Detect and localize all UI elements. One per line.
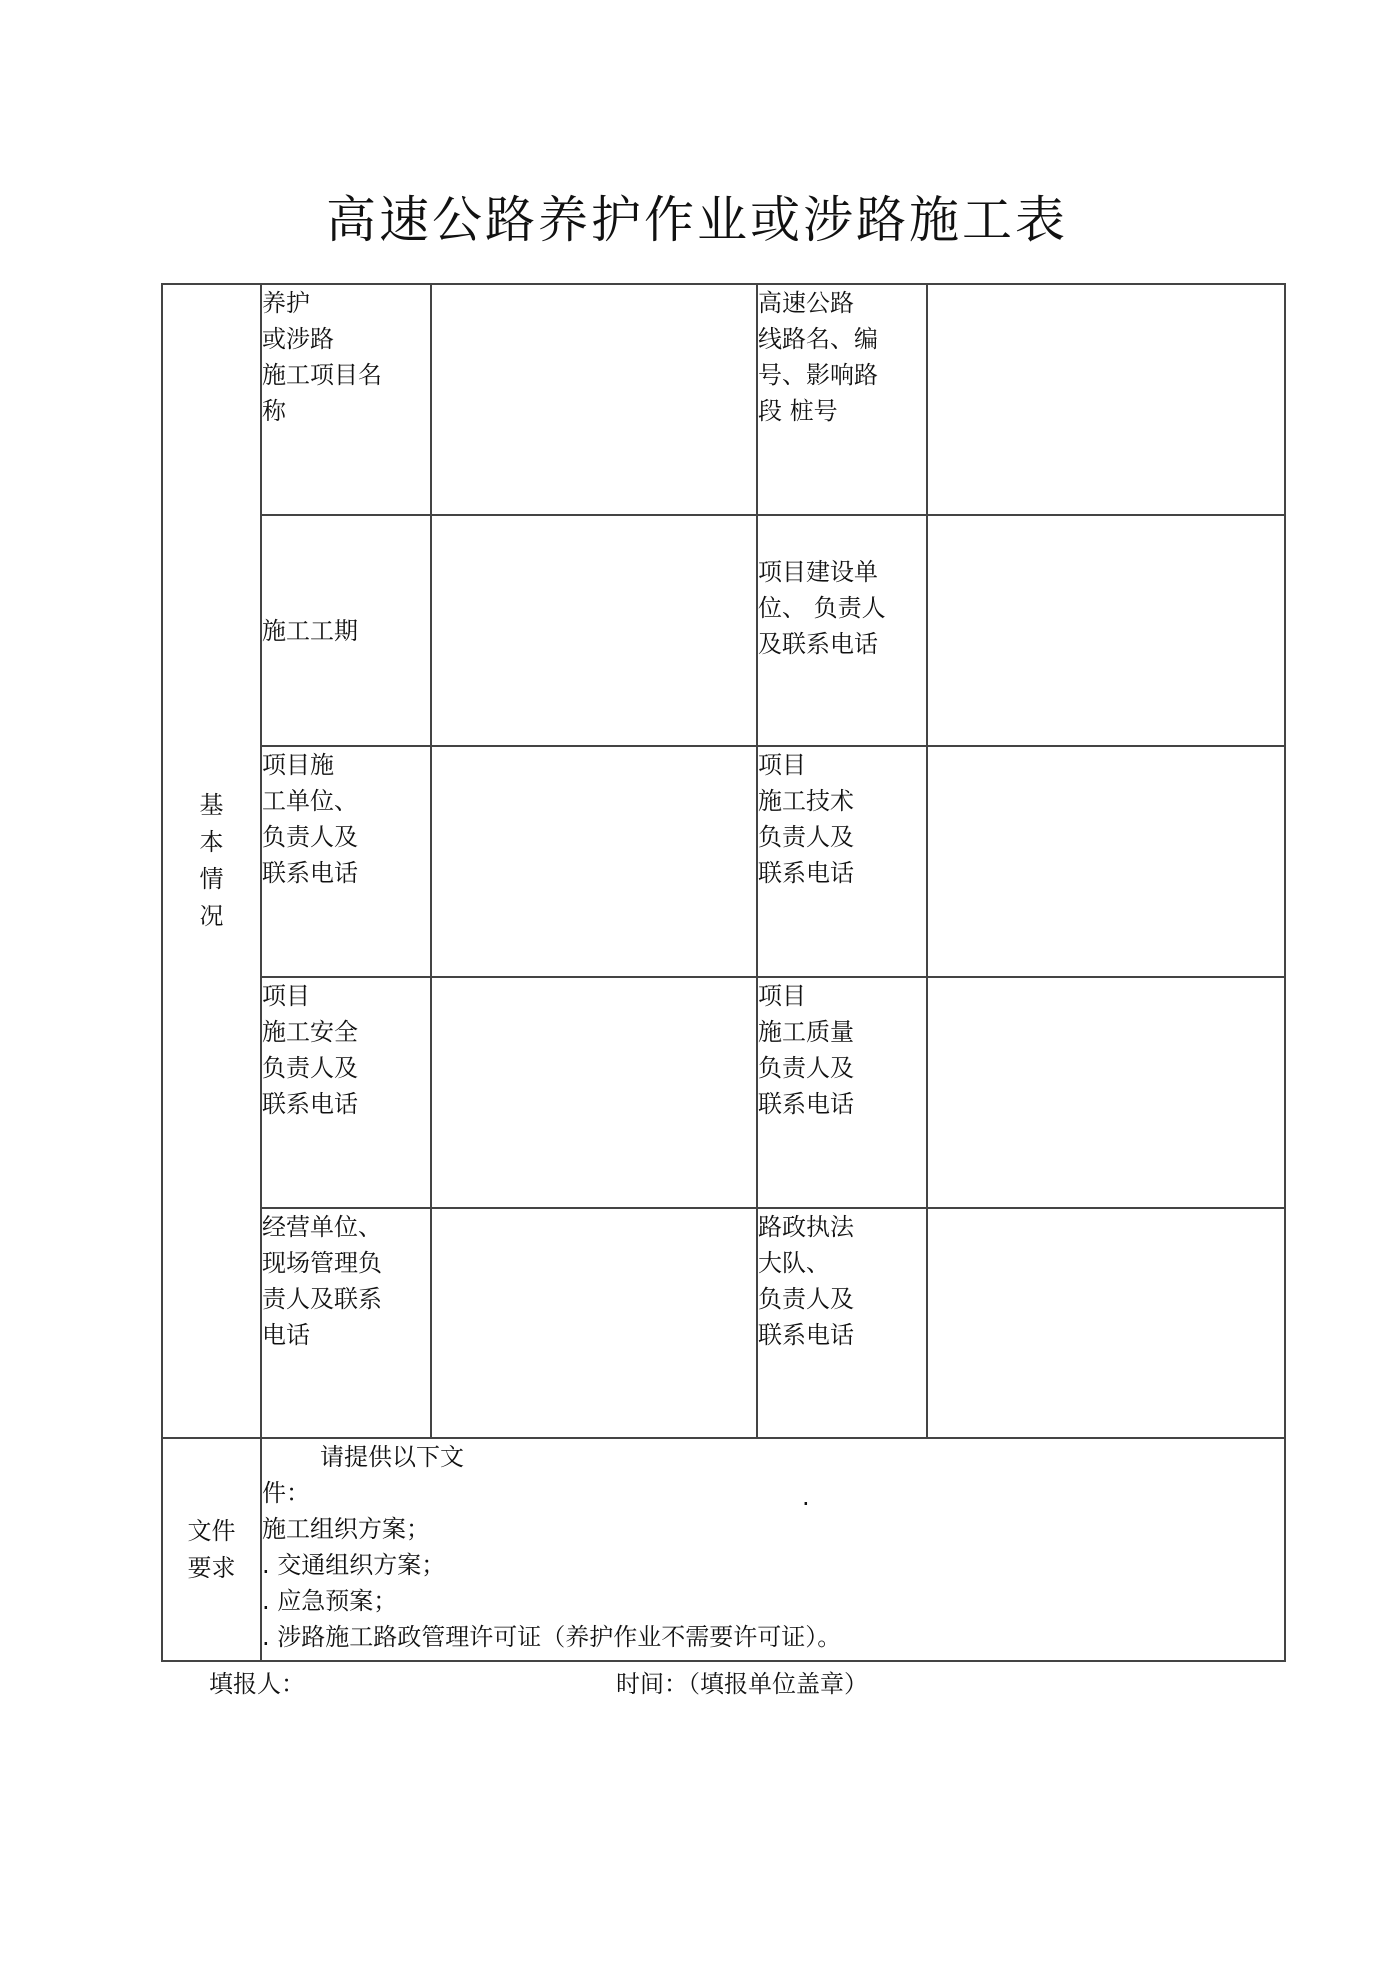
table-row — [162, 1438, 1285, 1661]
field-tech-lead[interactable] — [927, 746, 1285, 977]
label-construction-period: 施工工期 — [261, 515, 431, 746]
label-quality-lead: 项目 施工质量 负责人及 联系电话 — [757, 977, 927, 1208]
docs-dot: . — [802, 1483, 810, 1511]
table-row — [162, 1208, 1285, 1438]
field-operator-manager[interactable] — [431, 1208, 757, 1438]
table-row — [162, 284, 1285, 515]
docs-intro: 请提供以下文 — [320, 1443, 464, 1471]
label-project-name: 养护 或涉路 施工项目名 称 — [261, 284, 431, 515]
field-quality-lead[interactable] — [927, 977, 1285, 1208]
footer-time-stamp: 时间：（填报单位盖章） — [616, 1670, 868, 1698]
footer-reporter: 填报人： — [209, 1670, 305, 1698]
field-construction-period[interactable] — [431, 515, 757, 746]
docs-line: 件： — [262, 1479, 310, 1507]
label-operator-manager: 经营单位、 现场管理负 责人及联系 电话 — [261, 1208, 431, 1438]
table-row — [162, 515, 1285, 746]
section-basic-info: 基 本 情 况 — [162, 284, 261, 1438]
field-builder-unit[interactable] — [927, 515, 1285, 746]
docs-item: . 交通组织方案； — [262, 1551, 446, 1579]
field-construction-unit[interactable] — [431, 746, 757, 977]
field-road-enforcement[interactable] — [927, 1208, 1285, 1438]
label-builder-unit: 项目建设单 位、 负责人 及联系电话 — [757, 515, 927, 746]
table-row — [162, 977, 1285, 1208]
field-highway-route[interactable] — [927, 284, 1285, 515]
construction-form-table — [161, 283, 1286, 1662]
docs-item: 施工组织方案； — [262, 1515, 430, 1543]
label-tech-lead: 项目 施工技术 负责人及 联系电话 — [757, 746, 927, 977]
label-road-enforcement: 路政执法 大队、 负责人及 联系电话 — [757, 1208, 927, 1438]
docs-item: . 应急预案； — [262, 1587, 398, 1615]
label-highway-route: 高速公路 线路名、编 号、影响路 段 桩号 — [757, 284, 927, 515]
docs-item: . 涉路施工路政管理许可证（养护作业不需要许可证）。 — [262, 1623, 842, 1651]
field-safety-lead[interactable] — [431, 977, 757, 1208]
label-construction-unit: 项目施 工单位、 负责人及 联系电话 — [261, 746, 431, 977]
field-project-name[interactable] — [431, 284, 757, 515]
table-row — [162, 746, 1285, 977]
section-document-requirements: 文件 要求 — [162, 1438, 261, 1661]
label-safety-lead: 项目 施工安全 负责人及 联系电话 — [261, 977, 431, 1208]
page-title: 高速公路养护作业或涉路施工表 — [326, 191, 1068, 249]
document-requirements-text — [261, 1438, 1285, 1661]
